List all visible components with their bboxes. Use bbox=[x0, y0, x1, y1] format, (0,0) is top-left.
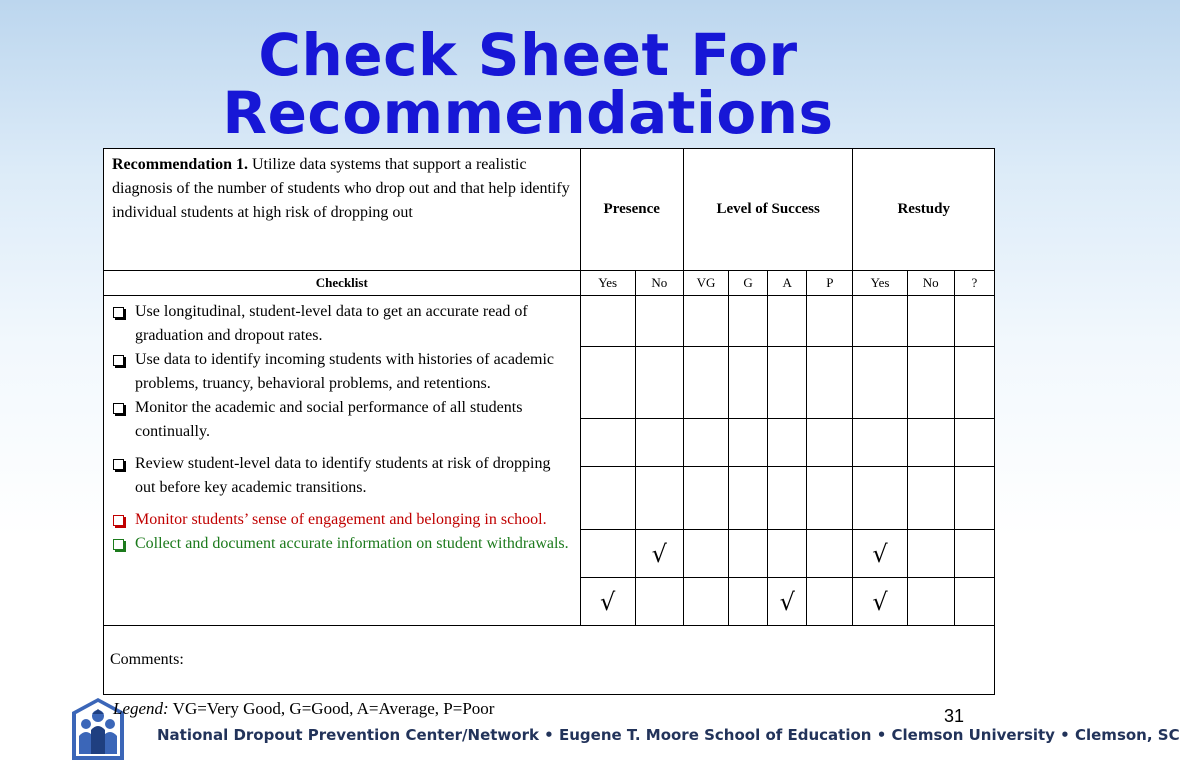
legend-label: Legend: bbox=[113, 699, 169, 718]
legend bbox=[113, 699, 494, 719]
subheader-restudy-no: No bbox=[907, 271, 954, 296]
checkbox-icon bbox=[113, 355, 124, 366]
slide-title: Check Sheet For Recommendations bbox=[222, 21, 834, 147]
mark-cell bbox=[729, 578, 768, 626]
header-level-of-success: Level of Success bbox=[683, 149, 853, 271]
mark-cell bbox=[768, 530, 807, 578]
subheader-presence-yes: Yes bbox=[580, 271, 635, 296]
item-spacer bbox=[110, 500, 574, 508]
mark-cell: √ bbox=[853, 530, 907, 578]
mark-cell: √ bbox=[768, 578, 807, 626]
subheader-vg: VG bbox=[683, 271, 728, 296]
subheader-row bbox=[104, 271, 995, 296]
recommendation-text: Utilize data systems that support a realistic diagnosis of the number of students who drop out and that help identify individual students at high risk of dropping out bbox=[112, 156, 570, 221]
mark-cell bbox=[729, 347, 768, 419]
checkbox-icon bbox=[113, 459, 124, 470]
mark-cell bbox=[683, 347, 728, 419]
checkbox-icon bbox=[113, 539, 124, 550]
header-restudy: Restudy bbox=[853, 149, 995, 271]
mark-cell bbox=[768, 347, 807, 419]
mark-cell bbox=[635, 419, 683, 467]
mark-cell bbox=[853, 347, 907, 419]
mark-cell bbox=[907, 467, 954, 530]
mark-cell bbox=[635, 296, 683, 347]
mark-cell bbox=[635, 467, 683, 530]
mark-cell bbox=[907, 296, 954, 347]
checklist-items bbox=[104, 296, 581, 626]
checklist-item bbox=[110, 452, 574, 500]
mark-cell bbox=[853, 419, 907, 467]
mark-cell bbox=[907, 578, 954, 626]
subheader-g: G bbox=[729, 271, 768, 296]
mark-cell bbox=[683, 530, 728, 578]
checkbox-icon bbox=[113, 403, 124, 414]
mark-cell bbox=[907, 419, 954, 467]
checklist-item-text: Collect and document accurate information on student withdrawals. bbox=[135, 535, 569, 552]
checklist-item bbox=[110, 396, 574, 444]
mark-cell bbox=[954, 467, 994, 530]
mark-cell: √ bbox=[635, 530, 683, 578]
mark-cell bbox=[954, 419, 994, 467]
mark-cell bbox=[768, 296, 807, 347]
mark-cell bbox=[768, 467, 807, 530]
checkbox-icon bbox=[113, 515, 124, 526]
checklist-header: Checklist bbox=[104, 271, 581, 296]
subheader-presence-no: No bbox=[635, 271, 683, 296]
mark-cell bbox=[683, 467, 728, 530]
mark-cell bbox=[729, 467, 768, 530]
mark-cell bbox=[580, 467, 635, 530]
mark-cell bbox=[683, 296, 728, 347]
page-number: 31 bbox=[944, 706, 965, 726]
checklist-item-text: Monitor students’ sense of engagement and belonging in school. bbox=[135, 511, 547, 528]
checklist-item-text: Use data to identify incoming students with histories of academic problems, truancy, behavioral problems, and retentions. bbox=[135, 351, 555, 392]
mark-cell bbox=[580, 296, 635, 347]
mark-cell bbox=[635, 347, 683, 419]
checklist-item bbox=[110, 508, 574, 532]
mark-cell bbox=[768, 419, 807, 467]
mark-cell: √ bbox=[853, 578, 907, 626]
subheader-p: P bbox=[807, 271, 853, 296]
check-sheet-table bbox=[103, 148, 995, 695]
checklist-item bbox=[110, 300, 574, 348]
mark-cell: √ bbox=[580, 578, 635, 626]
mark-cell bbox=[853, 296, 907, 347]
mark-cell bbox=[683, 419, 728, 467]
mark-cell bbox=[807, 530, 853, 578]
checklist-item-text: Monitor the academic and social performance of all students continually. bbox=[135, 399, 523, 440]
mark-cell bbox=[807, 578, 853, 626]
mark-cell bbox=[853, 467, 907, 530]
mark-cell bbox=[580, 347, 635, 419]
mark-cell bbox=[807, 347, 853, 419]
mark-cell bbox=[807, 419, 853, 467]
mark-cell bbox=[580, 530, 635, 578]
comments-cell: Comments: bbox=[104, 626, 995, 695]
checklist-item bbox=[110, 348, 574, 396]
mark-cell bbox=[954, 296, 994, 347]
legend-text: VG=Very Good, G=Good, A=Average, P=Poor bbox=[168, 699, 495, 718]
subheader-restudy-yes: Yes bbox=[853, 271, 907, 296]
mark-cell bbox=[954, 347, 994, 419]
mark-cell bbox=[635, 578, 683, 626]
subheader-a: A bbox=[768, 271, 807, 296]
mark-cell bbox=[580, 419, 635, 467]
comments-row bbox=[104, 626, 995, 695]
mark-cell bbox=[683, 578, 728, 626]
checkbox-icon bbox=[113, 307, 124, 318]
checklist-item-text: Review student-level data to identify students at risk of dropping out before key academic transitions. bbox=[135, 455, 551, 496]
item-row bbox=[104, 296, 995, 347]
mark-cell bbox=[729, 419, 768, 467]
subheader-question: ? bbox=[954, 271, 994, 296]
mark-cell bbox=[954, 530, 994, 578]
item-spacer bbox=[110, 444, 574, 452]
checklist-item-text: Use longitudinal, student-level data to get an accurate read of graduation and dropout rates. bbox=[135, 303, 528, 344]
checklist-item bbox=[110, 532, 574, 556]
mark-cell bbox=[729, 296, 768, 347]
header-presence: Presence bbox=[580, 149, 683, 271]
recommendation-cell bbox=[104, 149, 581, 271]
mark-cell bbox=[729, 530, 768, 578]
mark-cell bbox=[907, 347, 954, 419]
mark-cell bbox=[907, 530, 954, 578]
mark-cell bbox=[807, 467, 853, 530]
footer-text: National Dropout Prevention Center/Network • Eugene T. Moore School of Education • Clemson University • Clemson, SC bbox=[157, 726, 1180, 744]
mark-cell bbox=[807, 296, 853, 347]
recommendation-label: Recommendation 1. bbox=[112, 156, 248, 173]
mark-cell bbox=[954, 578, 994, 626]
header-row bbox=[104, 149, 995, 271]
